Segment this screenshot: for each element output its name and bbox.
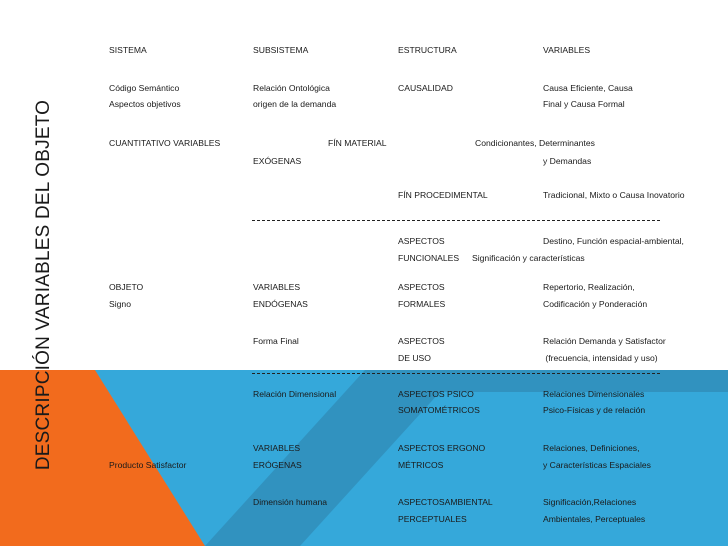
cell-dimension-humana: Dimensión humana xyxy=(253,497,328,507)
cell-producto-satisfactor: Producto Satisfactor xyxy=(109,460,187,470)
cell-aspectos-ergono: ASPECTOS ERGONO xyxy=(398,443,486,453)
cell-repertorio: Repertorio, Realización, xyxy=(543,282,635,292)
cell-erogenas: ERÓGENAS xyxy=(253,460,302,470)
cell-de-uso: DE USO xyxy=(398,353,431,363)
cell-caracteristicas-espaciales: y Características Espaciales xyxy=(543,460,651,470)
cell-aspectos-3: ASPECTOS xyxy=(398,336,445,346)
cell-codificacion: Codificación y Ponderación xyxy=(543,299,648,309)
divider-2 xyxy=(252,373,660,374)
cell-causa-eficiente: Causa Eficiente, Causa xyxy=(543,83,633,93)
cell-relaciones-definiciones: Relaciones, Definiciones, xyxy=(543,443,640,453)
cell-aspectos-ambiental: ASPECTOSAMBIENTAL xyxy=(398,497,493,507)
cell-fin-material: FÍN MATERIAL xyxy=(328,138,387,148)
cell-relacion-ontologica: Relación Ontológica xyxy=(253,83,330,93)
cell-perceptuales: PERCEPTUALES xyxy=(398,514,467,524)
cell-aspectos-psico: ASPECTOS PSICO xyxy=(398,389,474,399)
cell-fin-procedimental: FÍN PROCEDIMENTAL xyxy=(398,190,488,200)
cell-relaciones-dimensionales: Relaciones Dimensionales xyxy=(543,389,645,399)
cell-variables-1: VARIABLES xyxy=(253,282,301,292)
cell-codigo-semantico: Código Semántico xyxy=(109,83,180,93)
cell-objeto: OBJETO xyxy=(109,282,144,292)
cell-ambientales-perceptuales: Ambientales, Perceptuales xyxy=(543,514,646,524)
cell-y-demandas: y Demandas xyxy=(543,156,592,166)
cell-significacion: Significación y características xyxy=(472,253,585,263)
header-estructura: ESTRUCTURA xyxy=(398,45,457,55)
cell-aspectos-2: ASPECTOS xyxy=(398,282,445,292)
cell-aspectos-objetivos: Aspectos objetivos xyxy=(109,99,181,109)
cell-destino: Destino, Función espacial-ambiental, xyxy=(543,236,684,246)
cell-metricos: MÉTRICOS xyxy=(398,460,444,470)
cell-origen-demanda: origen de la demanda xyxy=(253,99,337,109)
cell-funcionales: FUNCIONALES xyxy=(398,253,460,263)
cell-somatometricos: SOMATOMÉTRICOS xyxy=(398,405,480,415)
cell-endogenas: ENDÓGENAS xyxy=(253,299,308,309)
cell-frecuencia: (frecuencia, intensidad y uso) xyxy=(543,353,658,363)
cell-significacion-relaciones: Significación,Relaciones xyxy=(543,497,637,507)
cell-variables-2: VARIABLES xyxy=(253,443,301,453)
cell-causa-final: Final y Causa Formal xyxy=(543,99,625,109)
cell-relacion-dimensional: Relación Dimensional xyxy=(253,389,337,399)
cell-causalidad: CAUSALIDAD xyxy=(398,83,453,93)
cell-relacion-demanda: Relación Demanda y Satisfactor xyxy=(543,336,666,346)
cell-psico-fisicas: Psico-Físicas y de relación xyxy=(543,405,646,415)
header-sistema: SISTEMA xyxy=(109,45,147,55)
cell-signo: Signo xyxy=(109,299,131,309)
cell-exogenas: EXÓGENAS xyxy=(253,156,302,166)
cell-condicionantes: Condicionantes, Determinantes xyxy=(475,138,595,148)
header-variables: VARIABLES xyxy=(543,45,591,55)
cell-cuantitativo: CUANTITATIVO VARIABLES xyxy=(109,138,221,148)
cell-tradicional: Tradicional, Mixto o Causa Inovatorio xyxy=(543,190,685,200)
header-subsistema: SUBSISTEMA xyxy=(253,45,309,55)
cell-formales: FORMALES xyxy=(398,299,446,309)
cell-forma-final: Forma Final xyxy=(253,336,299,346)
divider-1 xyxy=(252,220,660,221)
cell-aspectos-1: ASPECTOS xyxy=(398,236,445,246)
